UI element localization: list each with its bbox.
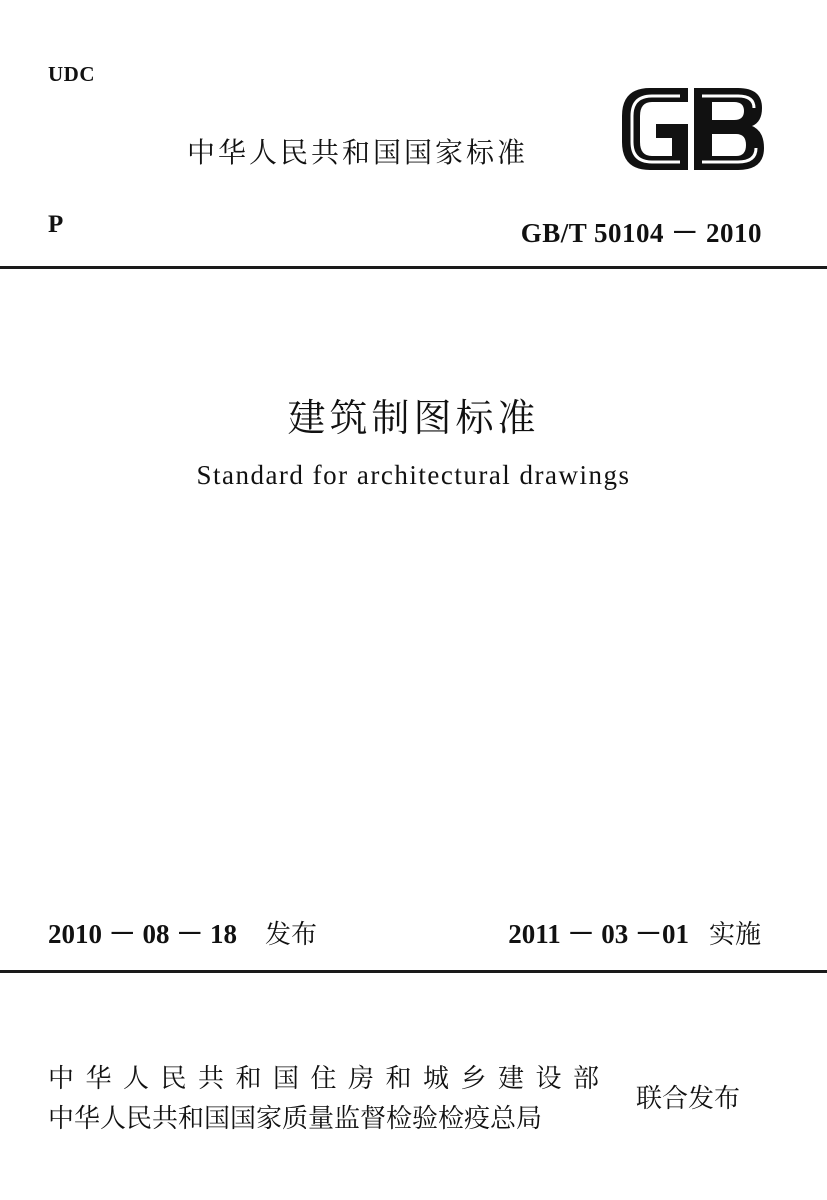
publisher-aqsiq: 中华人民共和国国家质量监督检验检疫总局 [48, 1104, 543, 1134]
title-chinese: 建筑制图标准 [287, 396, 540, 440]
publisher-ministry: 中华人民共和国住房和城乡建设部 [48, 1064, 611, 1094]
issue-date-block [48, 912, 317, 951]
issue-label: 发布 [265, 920, 318, 950]
national-standard-heading: 中华人民共和国国家标准 [187, 136, 529, 169]
title-english: Standard for architectural drawings [196, 460, 631, 490]
top-divider [0, 266, 827, 269]
implementation-label: 实施 [708, 920, 761, 950]
joint-release-label: 联合发布 [636, 1084, 741, 1114]
standard-number: GB/T 50104 － 2010 [520, 218, 762, 248]
implementation-date: 2011 － 03 －01 [508, 919, 689, 949]
bottom-divider [0, 970, 827, 973]
classification-code: P [48, 211, 64, 238]
implementation-date-block [508, 912, 761, 951]
udc-label: UDC [48, 62, 95, 86]
issue-date: 2010 － 08 － 18 [48, 919, 237, 949]
gb-logo [618, 86, 766, 172]
